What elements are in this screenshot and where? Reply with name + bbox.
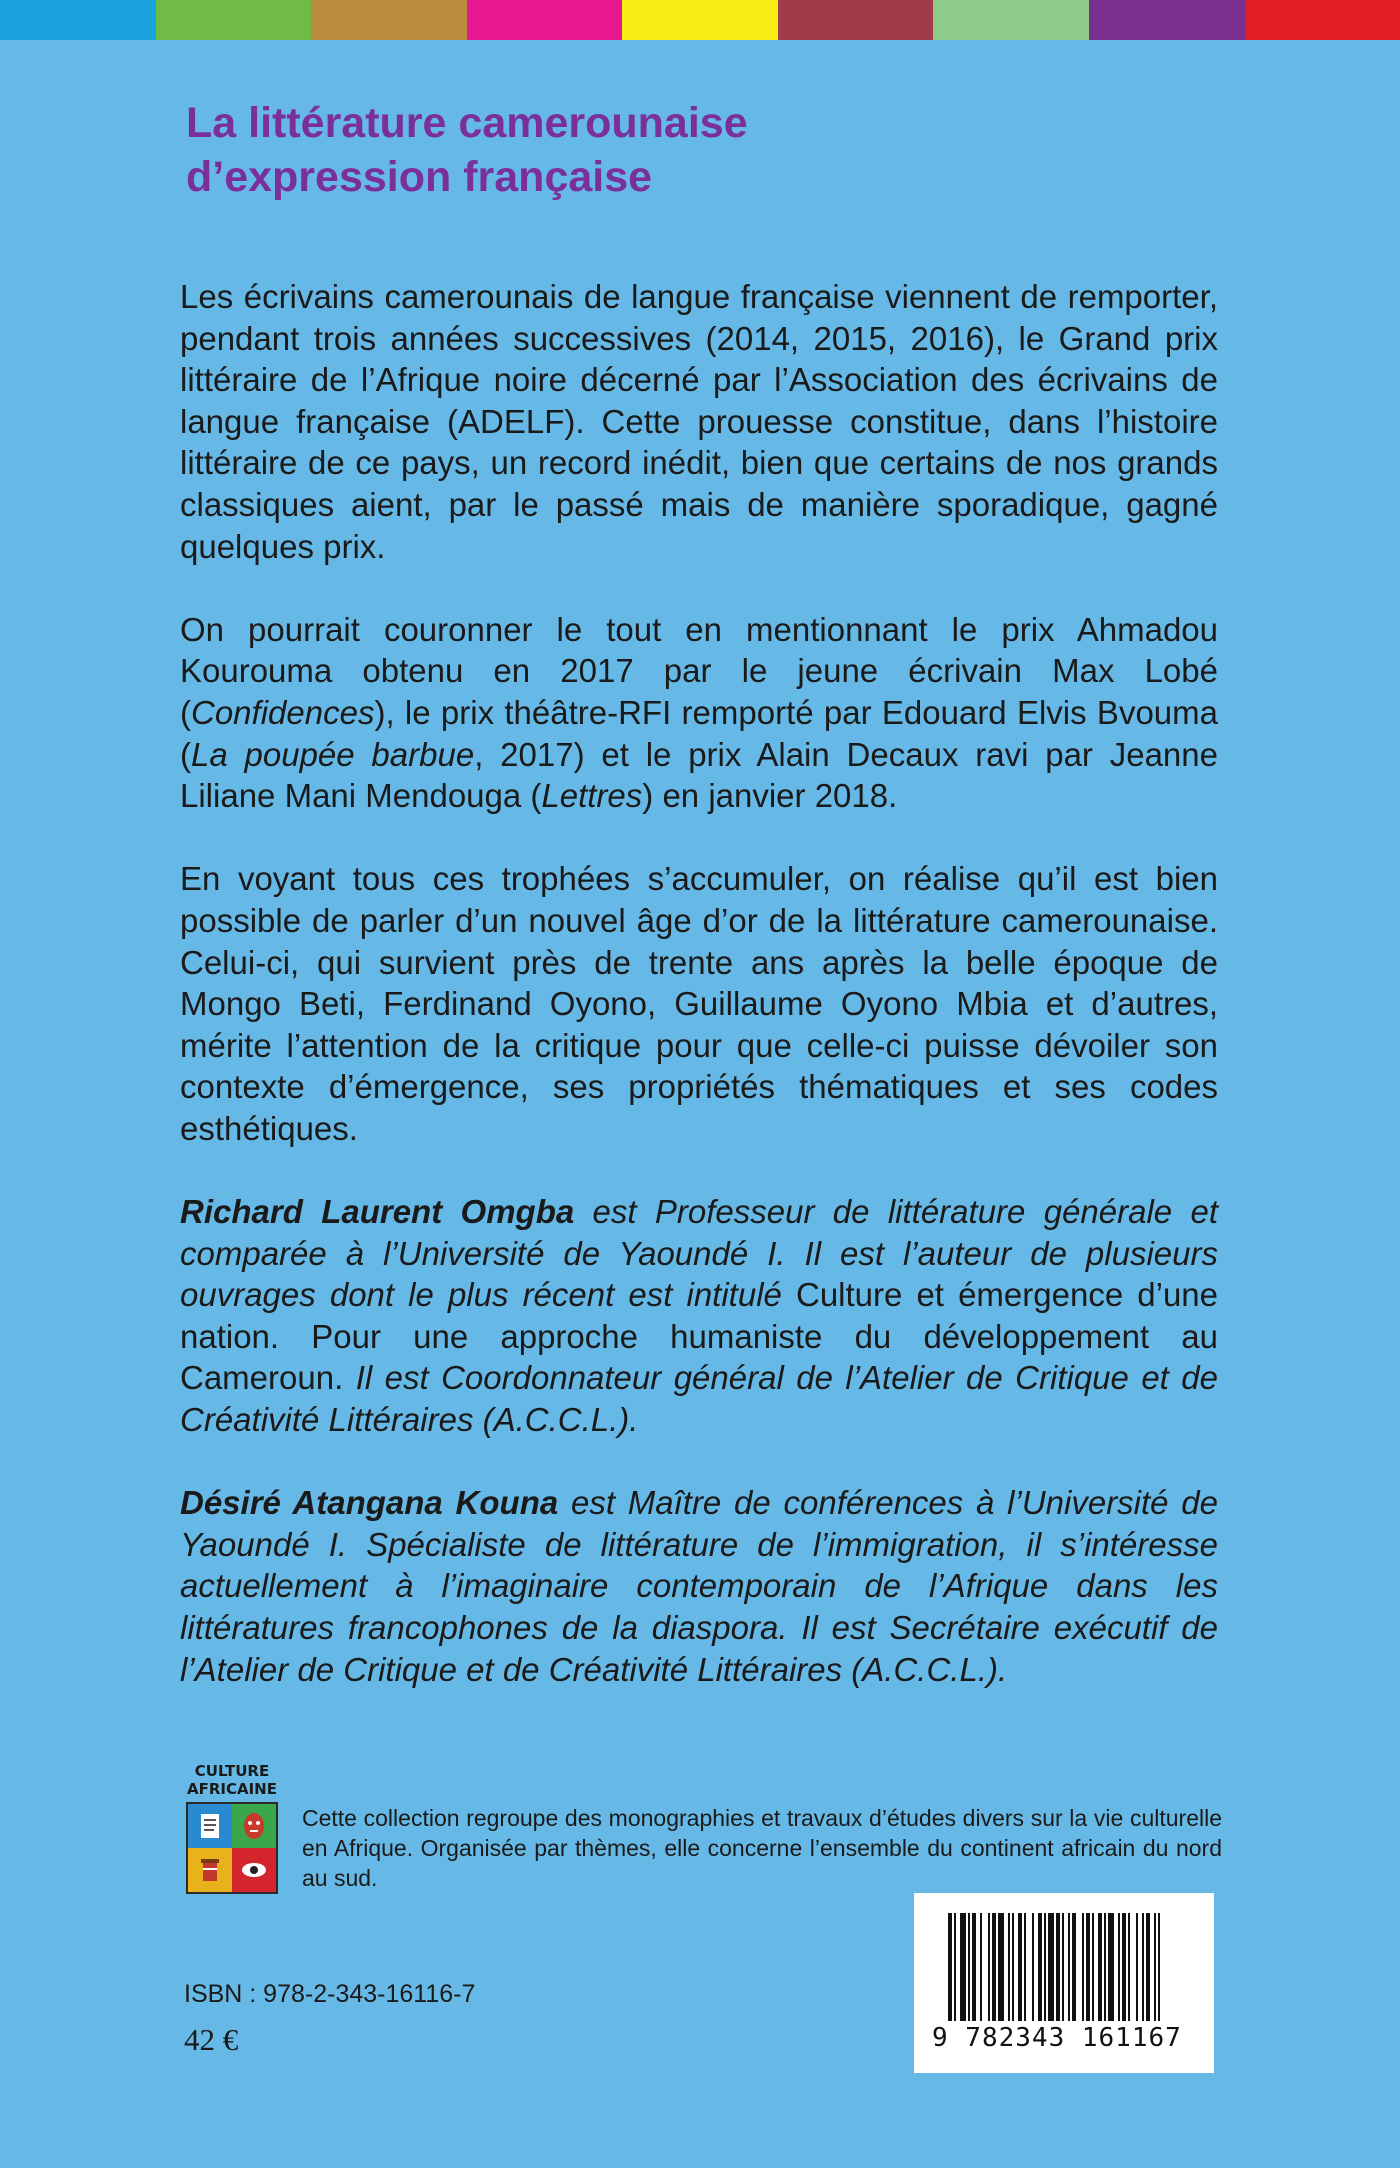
barcode-bar <box>992 1913 996 2021</box>
barcode-bar <box>1158 1913 1160 2021</box>
logo-text <box>186 1762 278 1798</box>
barcode-bar <box>980 1913 982 2021</box>
work-title: La poupée barbue <box>191 735 475 773</box>
title-line-2: d’expression française <box>186 153 653 201</box>
barcode-bar <box>988 1913 990 2021</box>
document-icon <box>188 1804 232 1848</box>
stripe <box>311 0 467 40</box>
barcode-bar <box>1092 1913 1094 2021</box>
paragraph-2 <box>180 609 1218 817</box>
author-bio-2 <box>180 1482 1218 1690</box>
bio-text: est Professeur de littérature générale et comparée à l’Université de Yaoundé I. Il est l’auteur de plusieurs ouvrages dont le plus récent est intitulé <box>180 1193 1219 1314</box>
color-stripe-bar <box>0 0 1400 40</box>
barcode <box>914 1893 1214 2073</box>
barcode-bar <box>1108 1913 1114 2021</box>
barcode-bar <box>1136 1913 1138 2021</box>
barcode-bar <box>1024 1913 1026 2021</box>
barcode-bar <box>1062 1913 1064 2021</box>
text-run: , 2017) et le prix Alain Decaux ravi par Jeanne Liliane Mani Mendouga ( <box>180 735 1218 815</box>
stripe <box>156 0 312 40</box>
paragraph-3: En voyant tous ces trophées s’accumuler, on réalise qu’il est bien possible de parler d’un nouvel âge d’or de la littérature camerounaise. Celui-ci, qui survient près de trente ans après la belle époque de Mongo Beti, Ferdinand Oyono, Guillaume Oyono Mbia et d’autres, mérite l’attention de la critique pour que celle-ci puisse dévoiler son contexte d’émergence, ses propriétés thématiques et ses codes esthétiques. <box>180 860 1218 1147</box>
barcode-bar <box>960 1913 966 2021</box>
author-name: Richard Laurent Omgba <box>180 1193 575 1231</box>
barcode-bar <box>1104 1913 1106 2021</box>
price: 42 € <box>184 2022 239 2057</box>
barcode-bar <box>1032 1913 1034 2021</box>
collection-description: Cette collection regroupe des monographies et travaux d’études divers sur la vie culturelle en Afrique. Organisée par thèmes, elle concerne l’ensemble du continent africain du nord au sud. <box>302 1805 1222 1891</box>
book-title <box>186 96 1086 204</box>
barcode-number: 9 782343 161167 <box>932 2023 1182 2053</box>
paragraph-1: Les écrivains camerounais de langue française viennent de remporter, pendant trois années successives (2014, 2015, 2016), le Grand prix littéraire de l’Afrique noire décerné par l’Association des écrivains de langue française (ADELF). Cette prouesse constitue, dans l’histoire littéraire de ce pays, un record inédit, bien que certains de nos grands classiques aient, par le passé mais de manière sporadique, gagné quelques prix. <box>180 278 1218 565</box>
barcode-bar <box>1128 1913 1130 2021</box>
barcode-bar <box>1008 1913 1010 2021</box>
barcode-bar <box>1018 1913 1022 2021</box>
work-title: Culture et émergence d’une nation. Pour une approche humaniste du développement au Cameroun. <box>180 1276 1219 1397</box>
barcode-bar <box>1048 1913 1054 2021</box>
barcode-bar <box>1082 1913 1084 2021</box>
mask-icon <box>232 1804 276 1848</box>
barcode-bar <box>972 1913 976 2021</box>
stripe <box>622 0 778 40</box>
back-cover-text <box>180 276 1218 1732</box>
text-run: ), le prix théâtre-RFI remporté par Edouard Elvis Bvouma ( <box>180 693 1218 773</box>
bio-text: Il est Coordonnateur général de l’Atelier de Critique et de Créativité Littéraires (A.C.C.L.). <box>180 1359 1218 1439</box>
barcode-bar <box>1098 1913 1102 2021</box>
stripe <box>778 0 934 40</box>
barcode-bar <box>968 1913 970 2021</box>
barcode-bar <box>1142 1913 1144 2021</box>
drum-icon <box>188 1848 232 1892</box>
author-bio-1 <box>180 1191 1218 1441</box>
barcode-bar <box>1154 1913 1156 2021</box>
work-title: Lettres <box>541 777 643 815</box>
barcode-bar <box>1086 1913 1090 2021</box>
barcode-bar <box>1044 1913 1046 2021</box>
barcode-bar <box>1146 1913 1150 2021</box>
barcode-bar <box>1068 1913 1070 2021</box>
text-run: ) en janvier 2018. <box>642 777 898 815</box>
stripe <box>0 0 156 40</box>
barcode-bar <box>1056 1913 1060 2021</box>
collection-logo <box>186 1762 278 1894</box>
stripe <box>933 0 1089 40</box>
text-run: On pourrait couronner le tout en mentionnant le prix Ahmadou Kourouma obtenu en 2017 par le jeune écrivain Max Lobé ( <box>180 610 1218 731</box>
barcode-bar <box>1012 1913 1014 2021</box>
eye-icon <box>232 1848 276 1892</box>
barcode-bar <box>948 1913 952 2021</box>
stripe <box>1089 0 1245 40</box>
bio-text: est Maître de conférences à l’Université de Yaoundé I. Spécialiste de littérature de l’immigration, il s’intéresse actuellement à l’imaginaire contemporain de l’Afrique dans les littératures francophones de la diaspora. Il est Secrétaire exécutif de l’Atelier de Critique et de Créativité Littéraires (A.C.C.L.). <box>180 1484 1219 1688</box>
logo-grid <box>186 1802 278 1894</box>
isbn: ISBN : 978-2-343-16116-7 <box>184 1980 476 2008</box>
barcode-bar <box>1118 1913 1120 2021</box>
barcode-bar <box>1038 1913 1042 2021</box>
barcode-bar <box>954 1913 956 2021</box>
stripe <box>467 0 623 40</box>
work-title: Confidences <box>191 693 375 731</box>
barcode-bar <box>1122 1913 1126 2021</box>
logo-line-2: AFRICAINE <box>187 1780 277 1798</box>
stripe <box>1245 0 1400 40</box>
logo-line-1: CULTURE <box>194 1762 270 1780</box>
title-line-1: La littérature camerounaise <box>186 99 748 147</box>
barcode-bar <box>1072 1913 1076 2021</box>
barcode-bar <box>998 1913 1004 2021</box>
author-name: Désiré Atangana Kouna <box>180 1484 559 1522</box>
